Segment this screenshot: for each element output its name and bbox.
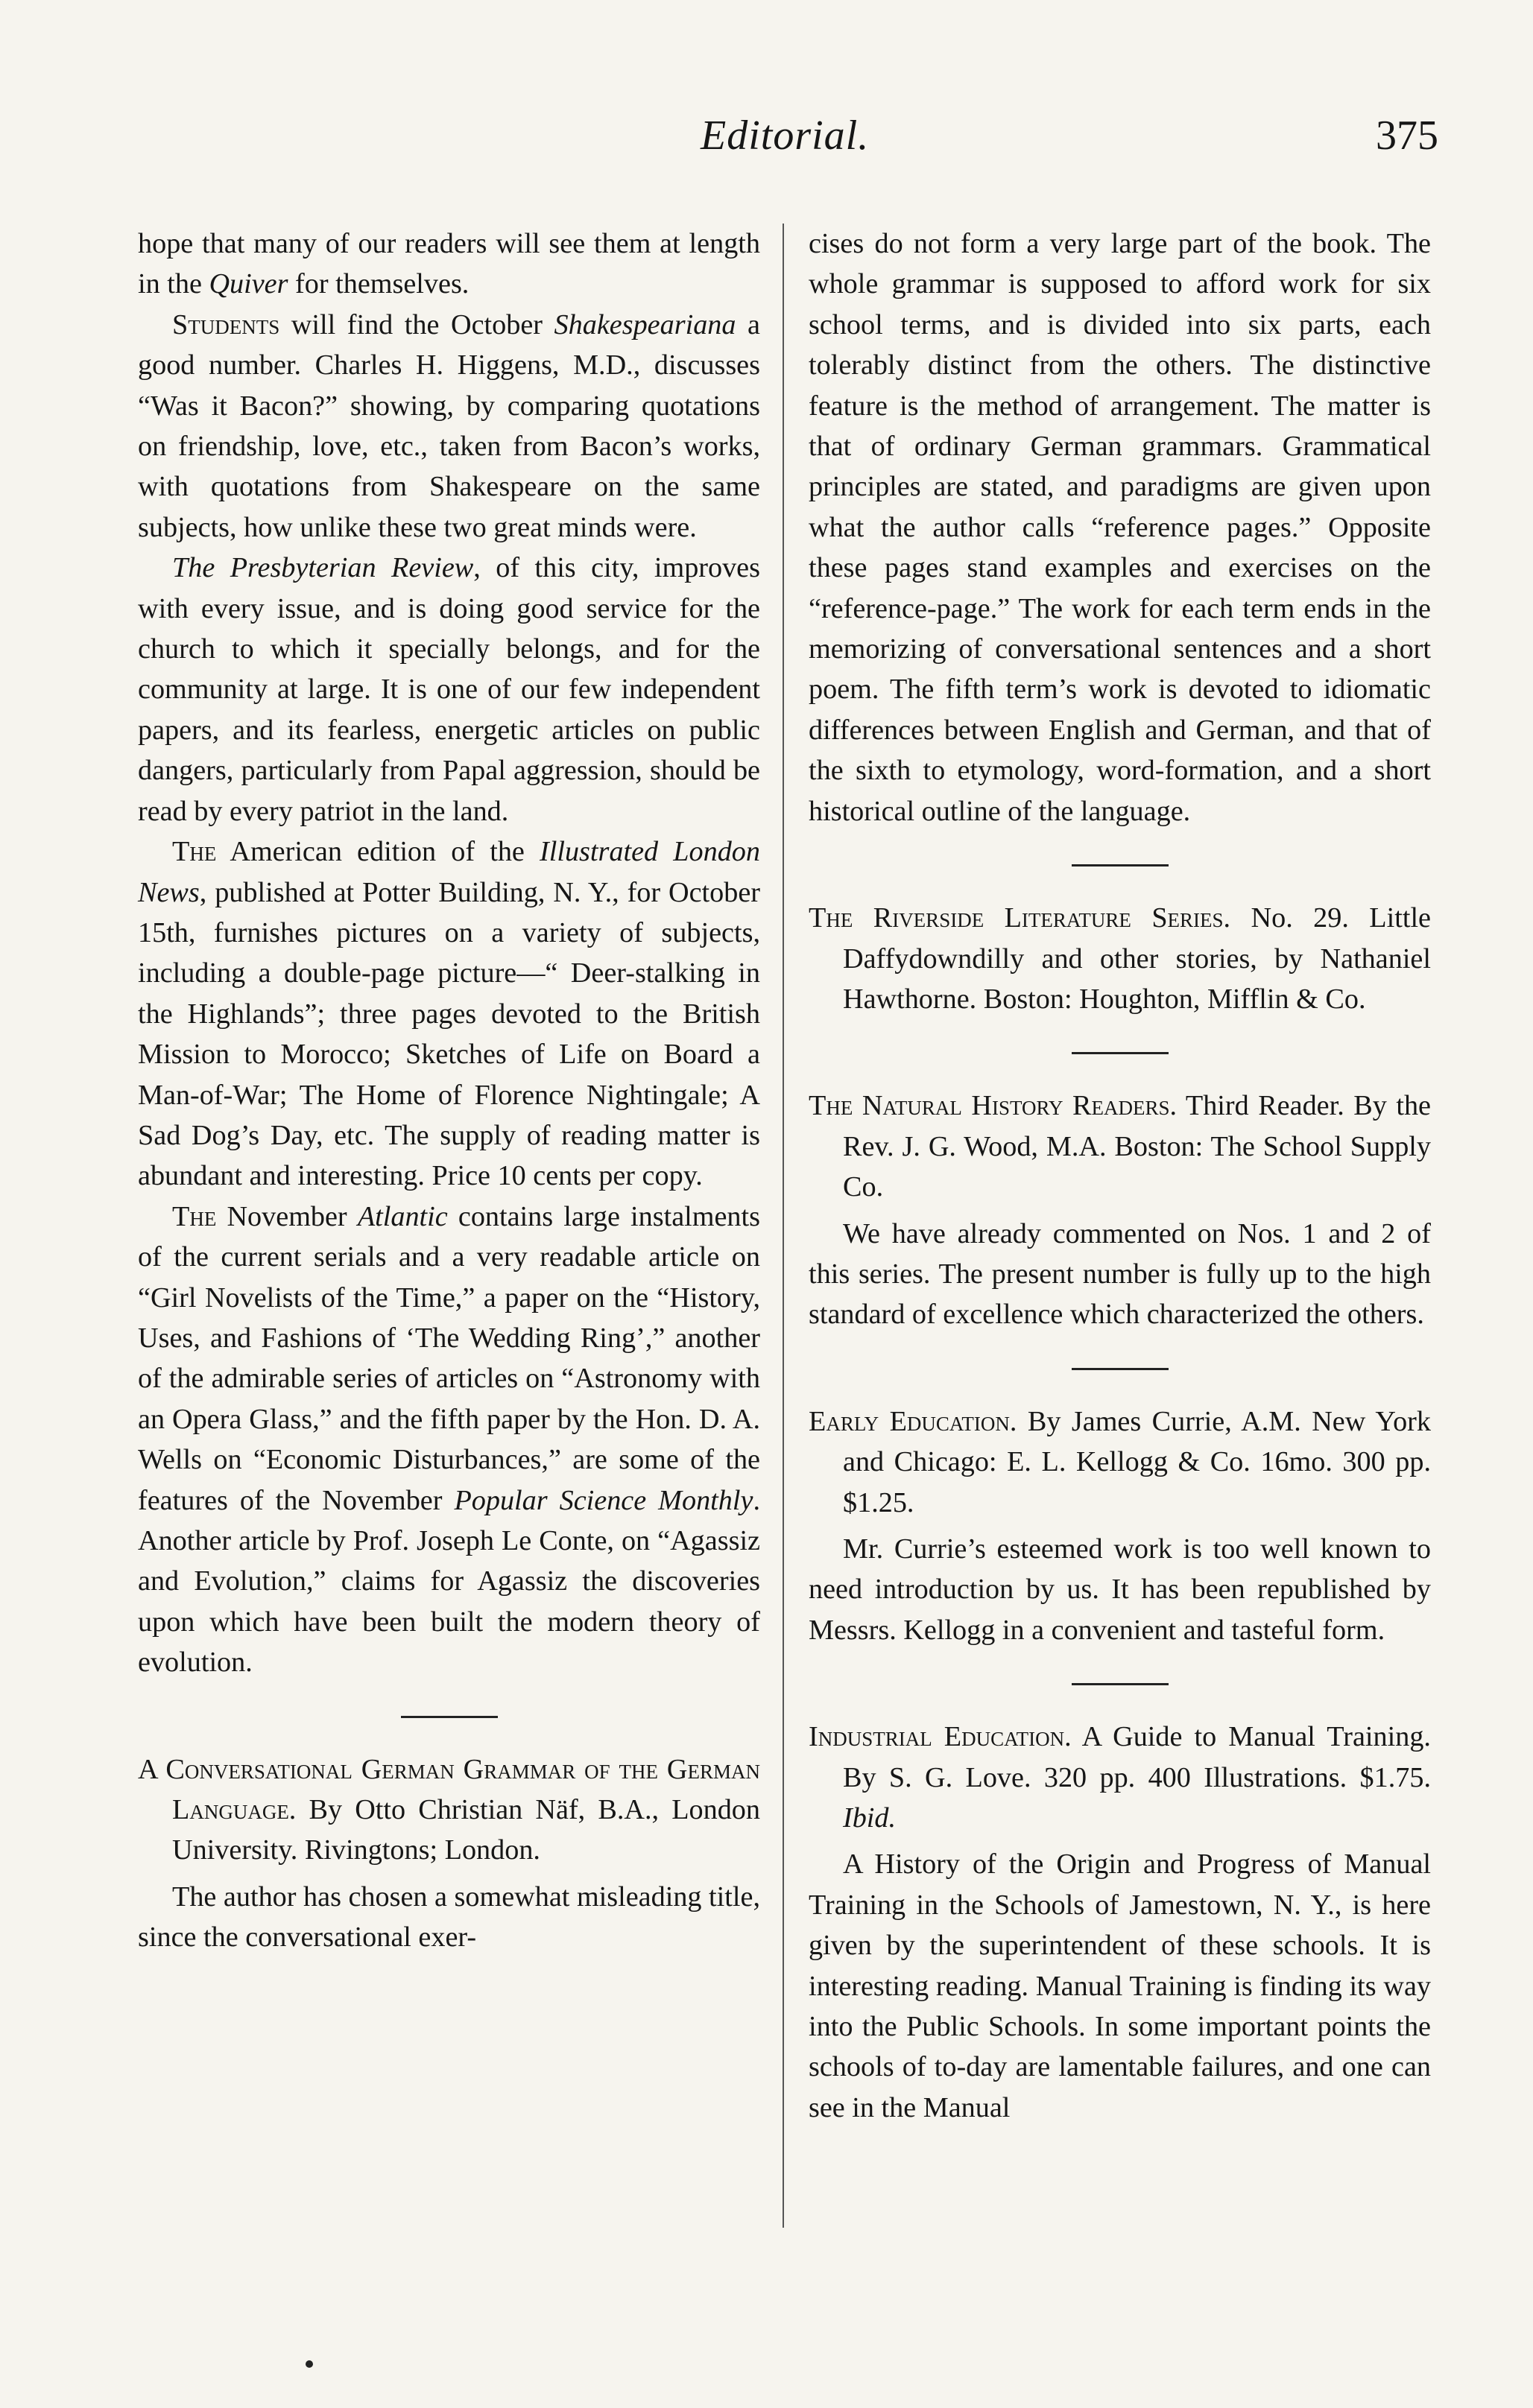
book-entry-german-grammar: A Conversational German Grammar of the German Language. By Otto Christian Näf, B.A., London University. Rivingtons; London.: [138, 1753, 760, 1866]
section-divider: [1072, 1683, 1169, 1685]
paragraph-industrial-education-review: A History of the Origin and Progress of Manual Training in the Schools of Jamestown, N. Y., is here given by the superintendent of these schools. It is interesting reading. Manual Training is finding its way into the Public Schools. In some important points the schools of to-day are lamentable failures, and one can see in the Manual: [809, 1848, 1431, 2123]
section-divider: [1072, 1368, 1169, 1370]
section-divider: [1072, 864, 1169, 866]
page-speck: [306, 2360, 313, 2368]
section-divider: [1072, 1052, 1169, 1054]
paragraph-illustrated-london-news: The American edition of the Illustrated London News, published at Potter Building, N. Y., for October 15th, furnishes pictures on a variety of subjects, including a double-page picture—“ Deer-stalking in the Highlands”; three pages devoted to the British Mission to Morocco; Sketches of Life on Board a Man-of-War; The Home of Florence Nightingale; A Sad Dog’s Day, etc. The supply of reading matter is abundant and interesting. Price 10 cents per copy.: [138, 836, 760, 1192]
book-entry-riverside: The Riverside Literature Series. No. 29. Little Daffydowndilly and other stories, by Nathaniel Hawthorne. Boston: Houghton, Mifflin & Co.: [809, 902, 1432, 1015]
page-header: [134, 112, 1438, 179]
section-divider: [401, 1716, 498, 1718]
paragraph-quiver: hope that many of our readers will see them at length in the Quiver for themselves.: [138, 228, 760, 300]
paragraph-atlantic: The November Atlantic contains large instalments of the current serials and a very readable article on “Girl Novelists of the Time,” a paper on the “History, Uses, and Fashions of ‘The Wedding Ring’,” another of the admirable series of articles on “Astronomy with an Opera Glass,” and the fifth paper by the Hon. D. A. Wells on “Economic Disturbances,” are some of the features of the November Popular Science Monthly. Another article by Prof. Joseph Le Conte, on “Agassiz and Evolution,” claims for Agassiz the discoveries upon which have been built the modern theory of evolution.: [138, 1200, 760, 1679]
right-column: [809, 224, 1431, 2128]
title-illustrated-london-news: Illustrated London News: [138, 836, 760, 908]
paragraph-natural-history-review: We have already commented on Nos. 1 and 2 of this series. The present number is fully up to the high standard of excellence which characterized the others.: [809, 1217, 1431, 1331]
book-entry-natural-history: The Natural History Readers. Third Reader. By the Rev. J. G. Wood, M.A. Boston: The School Supply Co.: [809, 1090, 1432, 1203]
title-quiver: Quiver: [209, 268, 288, 300]
title-presbyterian-review: The Presbyterian Review: [172, 552, 474, 584]
running-head: Editorial.: [701, 113, 870, 159]
left-column: [138, 224, 760, 1958]
page-number: 375: [1376, 113, 1438, 159]
book-entry-early-education: Early Education. By James Currie, A.M. New York and Chicago: E. L. Kellogg & Co. 16mo. 300 pp. $1.25.: [809, 1405, 1431, 1518]
paragraph-german-grammar-review: The author has chosen a somewhat misleading title, since the conversational exer-: [138, 1881, 760, 1954]
title-popular-science-monthly: Popular Science Monthly: [454, 1484, 753, 1516]
title-ibid: Ibid.: [843, 1802, 897, 1834]
book-entry-industrial-education: Industrial Education. A Guide to Manual Training. By S. G. Love. 320 pp. 400 Illustrations. $1.75. Ibid.: [809, 1721, 1431, 1834]
paragraph-early-education-review: Mr. Currie’s esteemed work is too well known to need introduction by us. It has been republished by Messrs. Kellogg in a convenient and tasteful form.: [809, 1533, 1431, 1646]
title-shakespeariana: Shakespeariana: [554, 308, 736, 340]
paragraph-german-grammar-continued: cises do not form a very large part of the book. The whole grammar is supposed to afford work for six school terms, and is divided into six parts, each tolerably distinct from the others. The distinctive feature is the method of arrangement. The matter is that of ordinary German grammars. Grammatical principles are stated, and paradigms are given upon what the author calls “reference pages.” Opposite these pages stand examples and exercises on the “reference-page.” The work for each term ends in the memorizing of conversational sentences and a short poem. The fifth term’s work is devoted to idiomatic differences between English and German, and that of the sixth to etymology, word-formation, and a short historical outline of the language.: [809, 228, 1431, 827]
paragraph-presbyterian-review: The Presbyterian Review, of this city, improves with every issue, and is doing good service for the church to which it specially belongs, and for the community at large. It is one of our few independent papers, and its fearless, energetic articles on public dangers, particularly from Papal aggression, should be read by every patriot in the land.: [138, 552, 760, 827]
paragraph-shakespeariana: Students will find the October Shakespeariana a good number. Charles H. Higgens, M.D., discusses “Was it Bacon?” showing, by comparing quotations on friendship, love, etc., taken from Bacon’s works, with quotations from Shakespeare on the same subjects, how unlike these two great minds were.: [138, 308, 760, 543]
column-divider: [783, 224, 784, 2228]
title-atlantic: Atlantic: [357, 1200, 448, 1232]
